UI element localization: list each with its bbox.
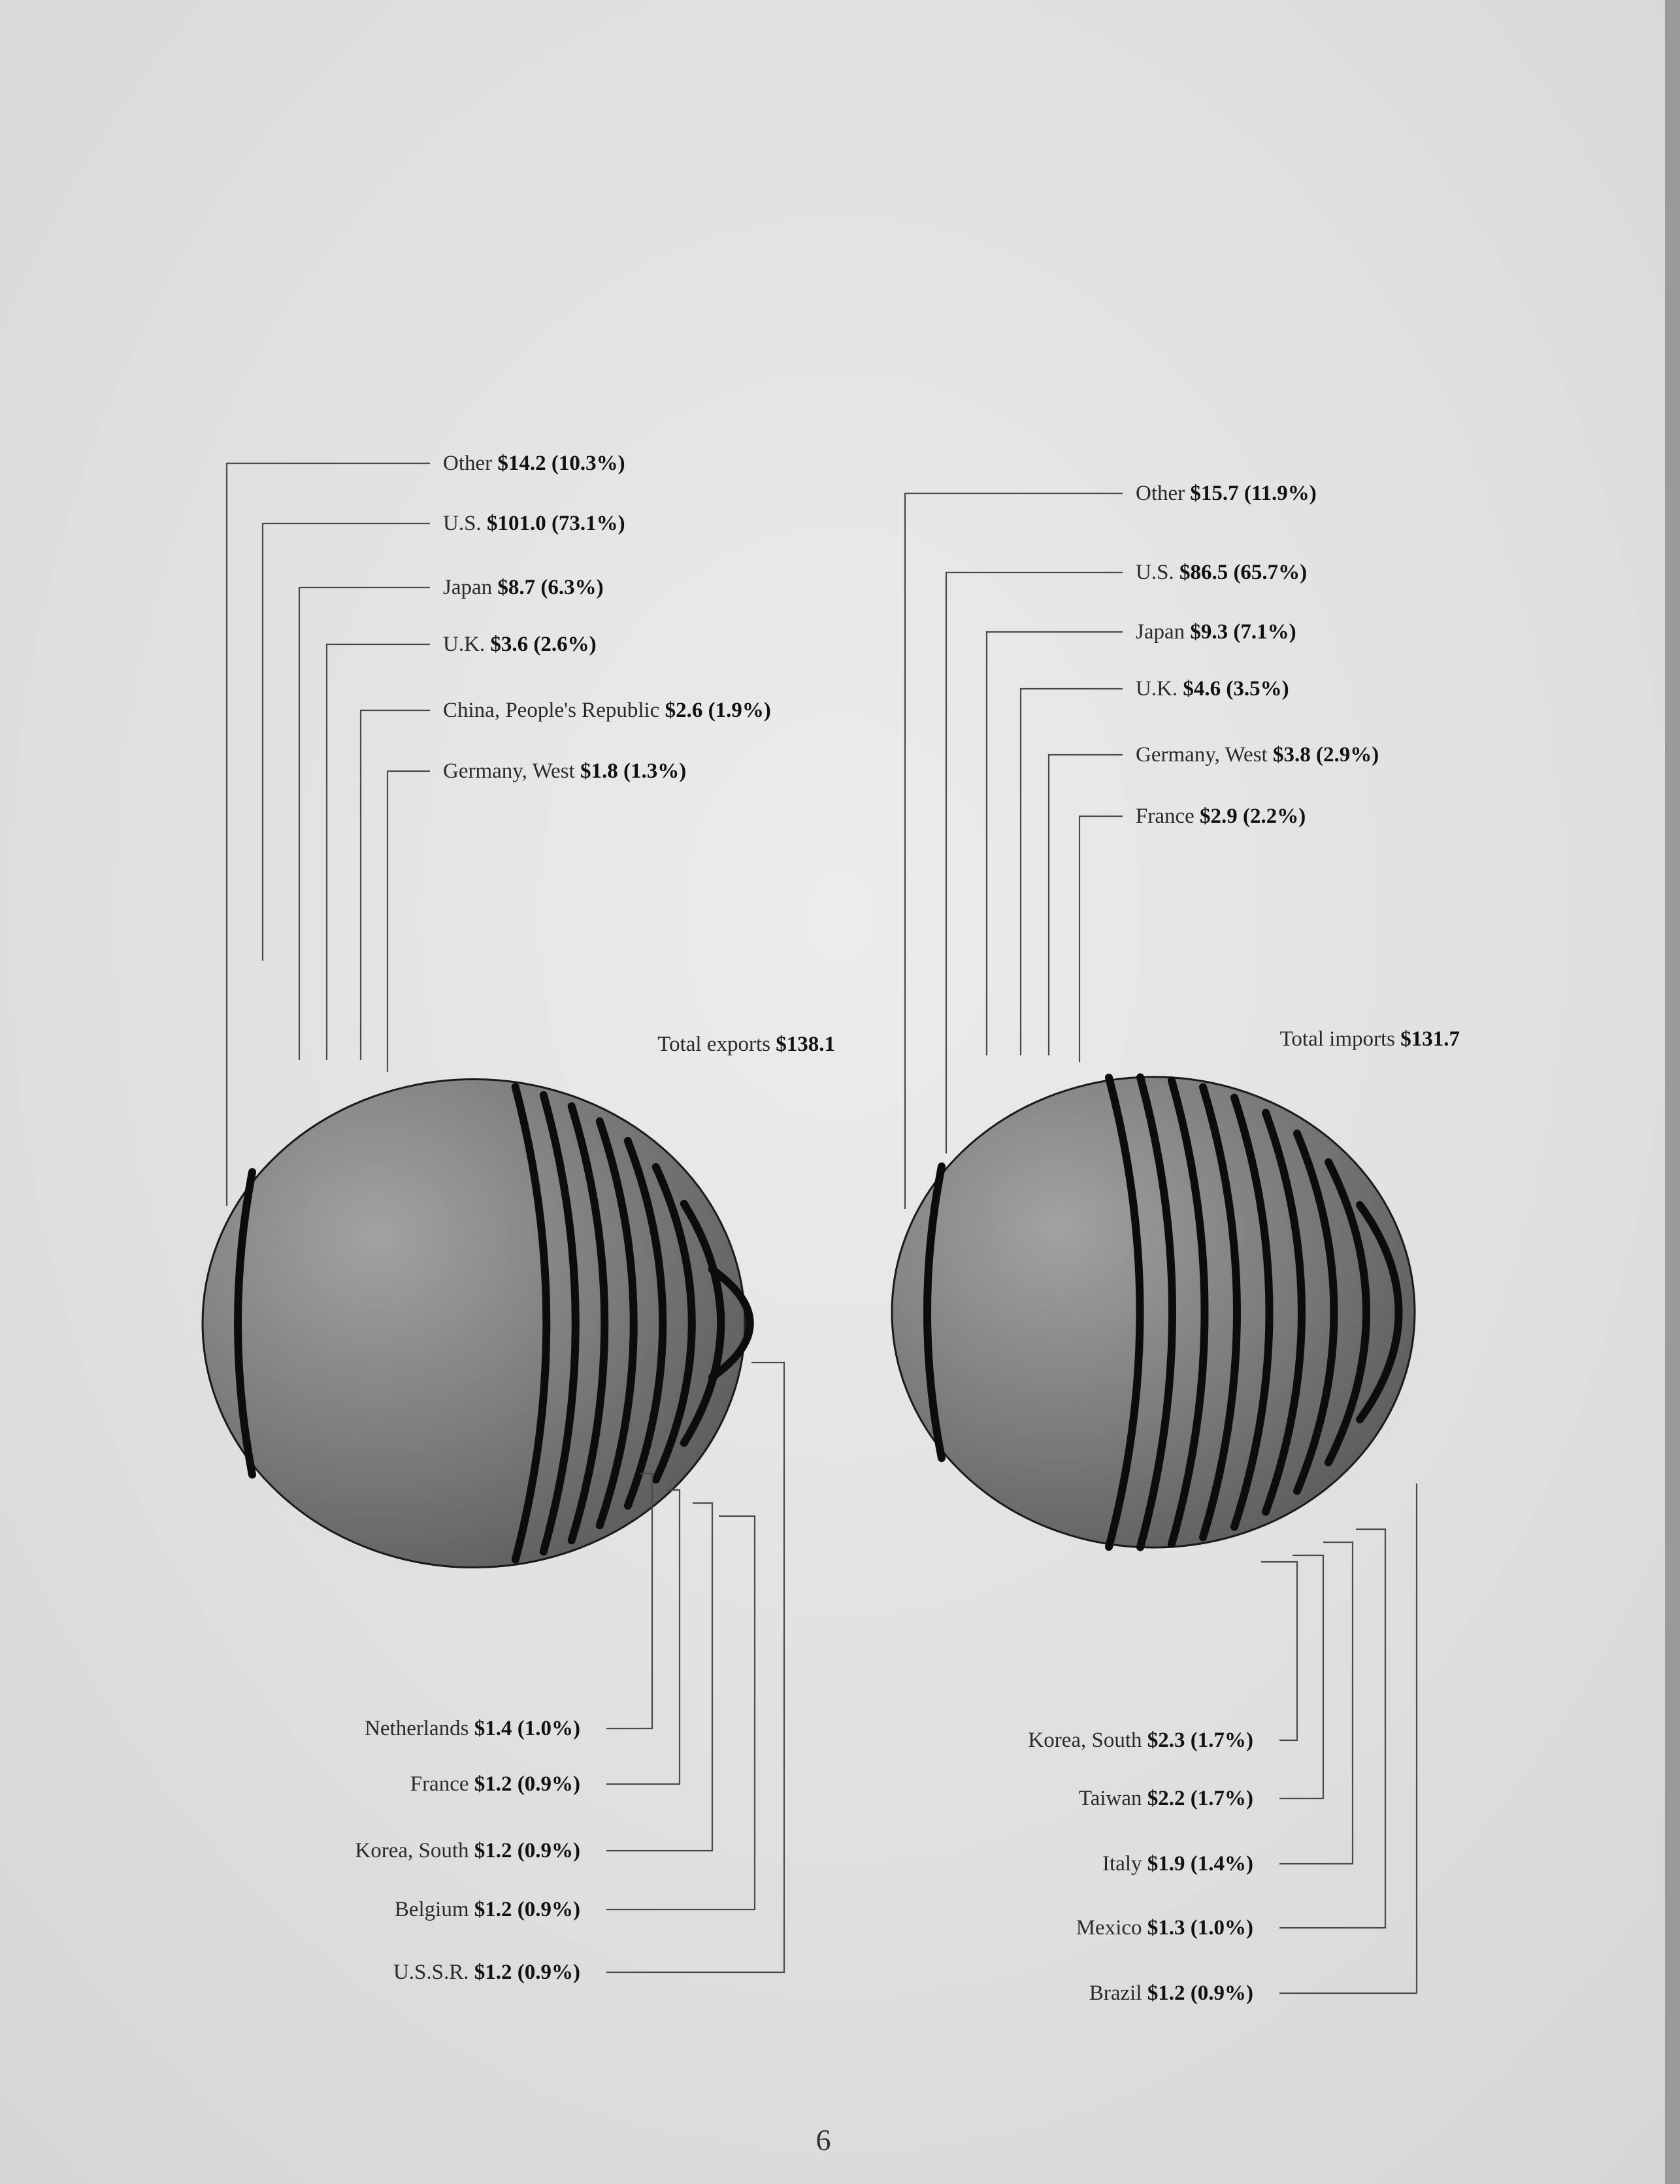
export-label-netherlands: Netherlands $1.4 (1.0%) [365,1717,580,1740]
import-label-brazil: Brazil $1.2 (0.9%) [1089,1981,1253,2005]
export-label-china-people-s-republic: China, People's Republic $2.6 (1.9%) [443,699,771,722]
export-label-france: France $1.2 (0.9%) [410,1772,580,1796]
export-label-u-s: U.S. $101.0 (73.1%) [443,512,625,535]
export-label-belgium: Belgium $1.2 (0.9%) [394,1898,580,1921]
export-total-label: Total exports $138.1 [657,1033,835,1056]
export-label-japan: Japan $8.7 (6.3%) [443,576,604,599]
import-label-other: Other $15.7 (11.9%) [1136,482,1317,505]
import-label-taiwan: Taiwan $2.2 (1.7%) [1078,1787,1253,1810]
import-total-label: Total imports $131.7 [1279,1027,1460,1051]
import-label-u-k: U.K. $4.6 (3.5%) [1136,677,1289,701]
export-label-u-k: U.K. $3.6 (2.6%) [443,633,597,656]
export-label-germany-west: Germany, West $1.8 (1.3%) [443,759,687,783]
import-label-korea-south: Korea, South $2.3 (1.7%) [1028,1729,1253,1752]
import-label-u-s: U.S. $86.5 (65.7%) [1136,561,1308,584]
import-label-france: France $2.9 (2.2%) [1136,804,1306,828]
import-label-mexico: Mexico $1.3 (1.0%) [1076,1916,1253,1940]
import-label-japan: Japan $9.3 (7.1%) [1136,620,1296,644]
import-label-italy: Italy $1.9 (1.4%) [1102,1852,1253,1876]
export-label-other: Other $14.2 (10.3%) [443,452,625,475]
import-label-germany-west: Germany, West $3.8 (2.9%) [1136,743,1379,767]
page-right-edge [1665,0,1680,2184]
export-label-u-s-s-r: U.S.S.R. $1.2 (0.9%) [393,1961,580,1984]
export-label-korea-south: Korea, South $1.2 (0.9%) [355,1839,580,1862]
page-number: 6 [815,2123,831,2157]
